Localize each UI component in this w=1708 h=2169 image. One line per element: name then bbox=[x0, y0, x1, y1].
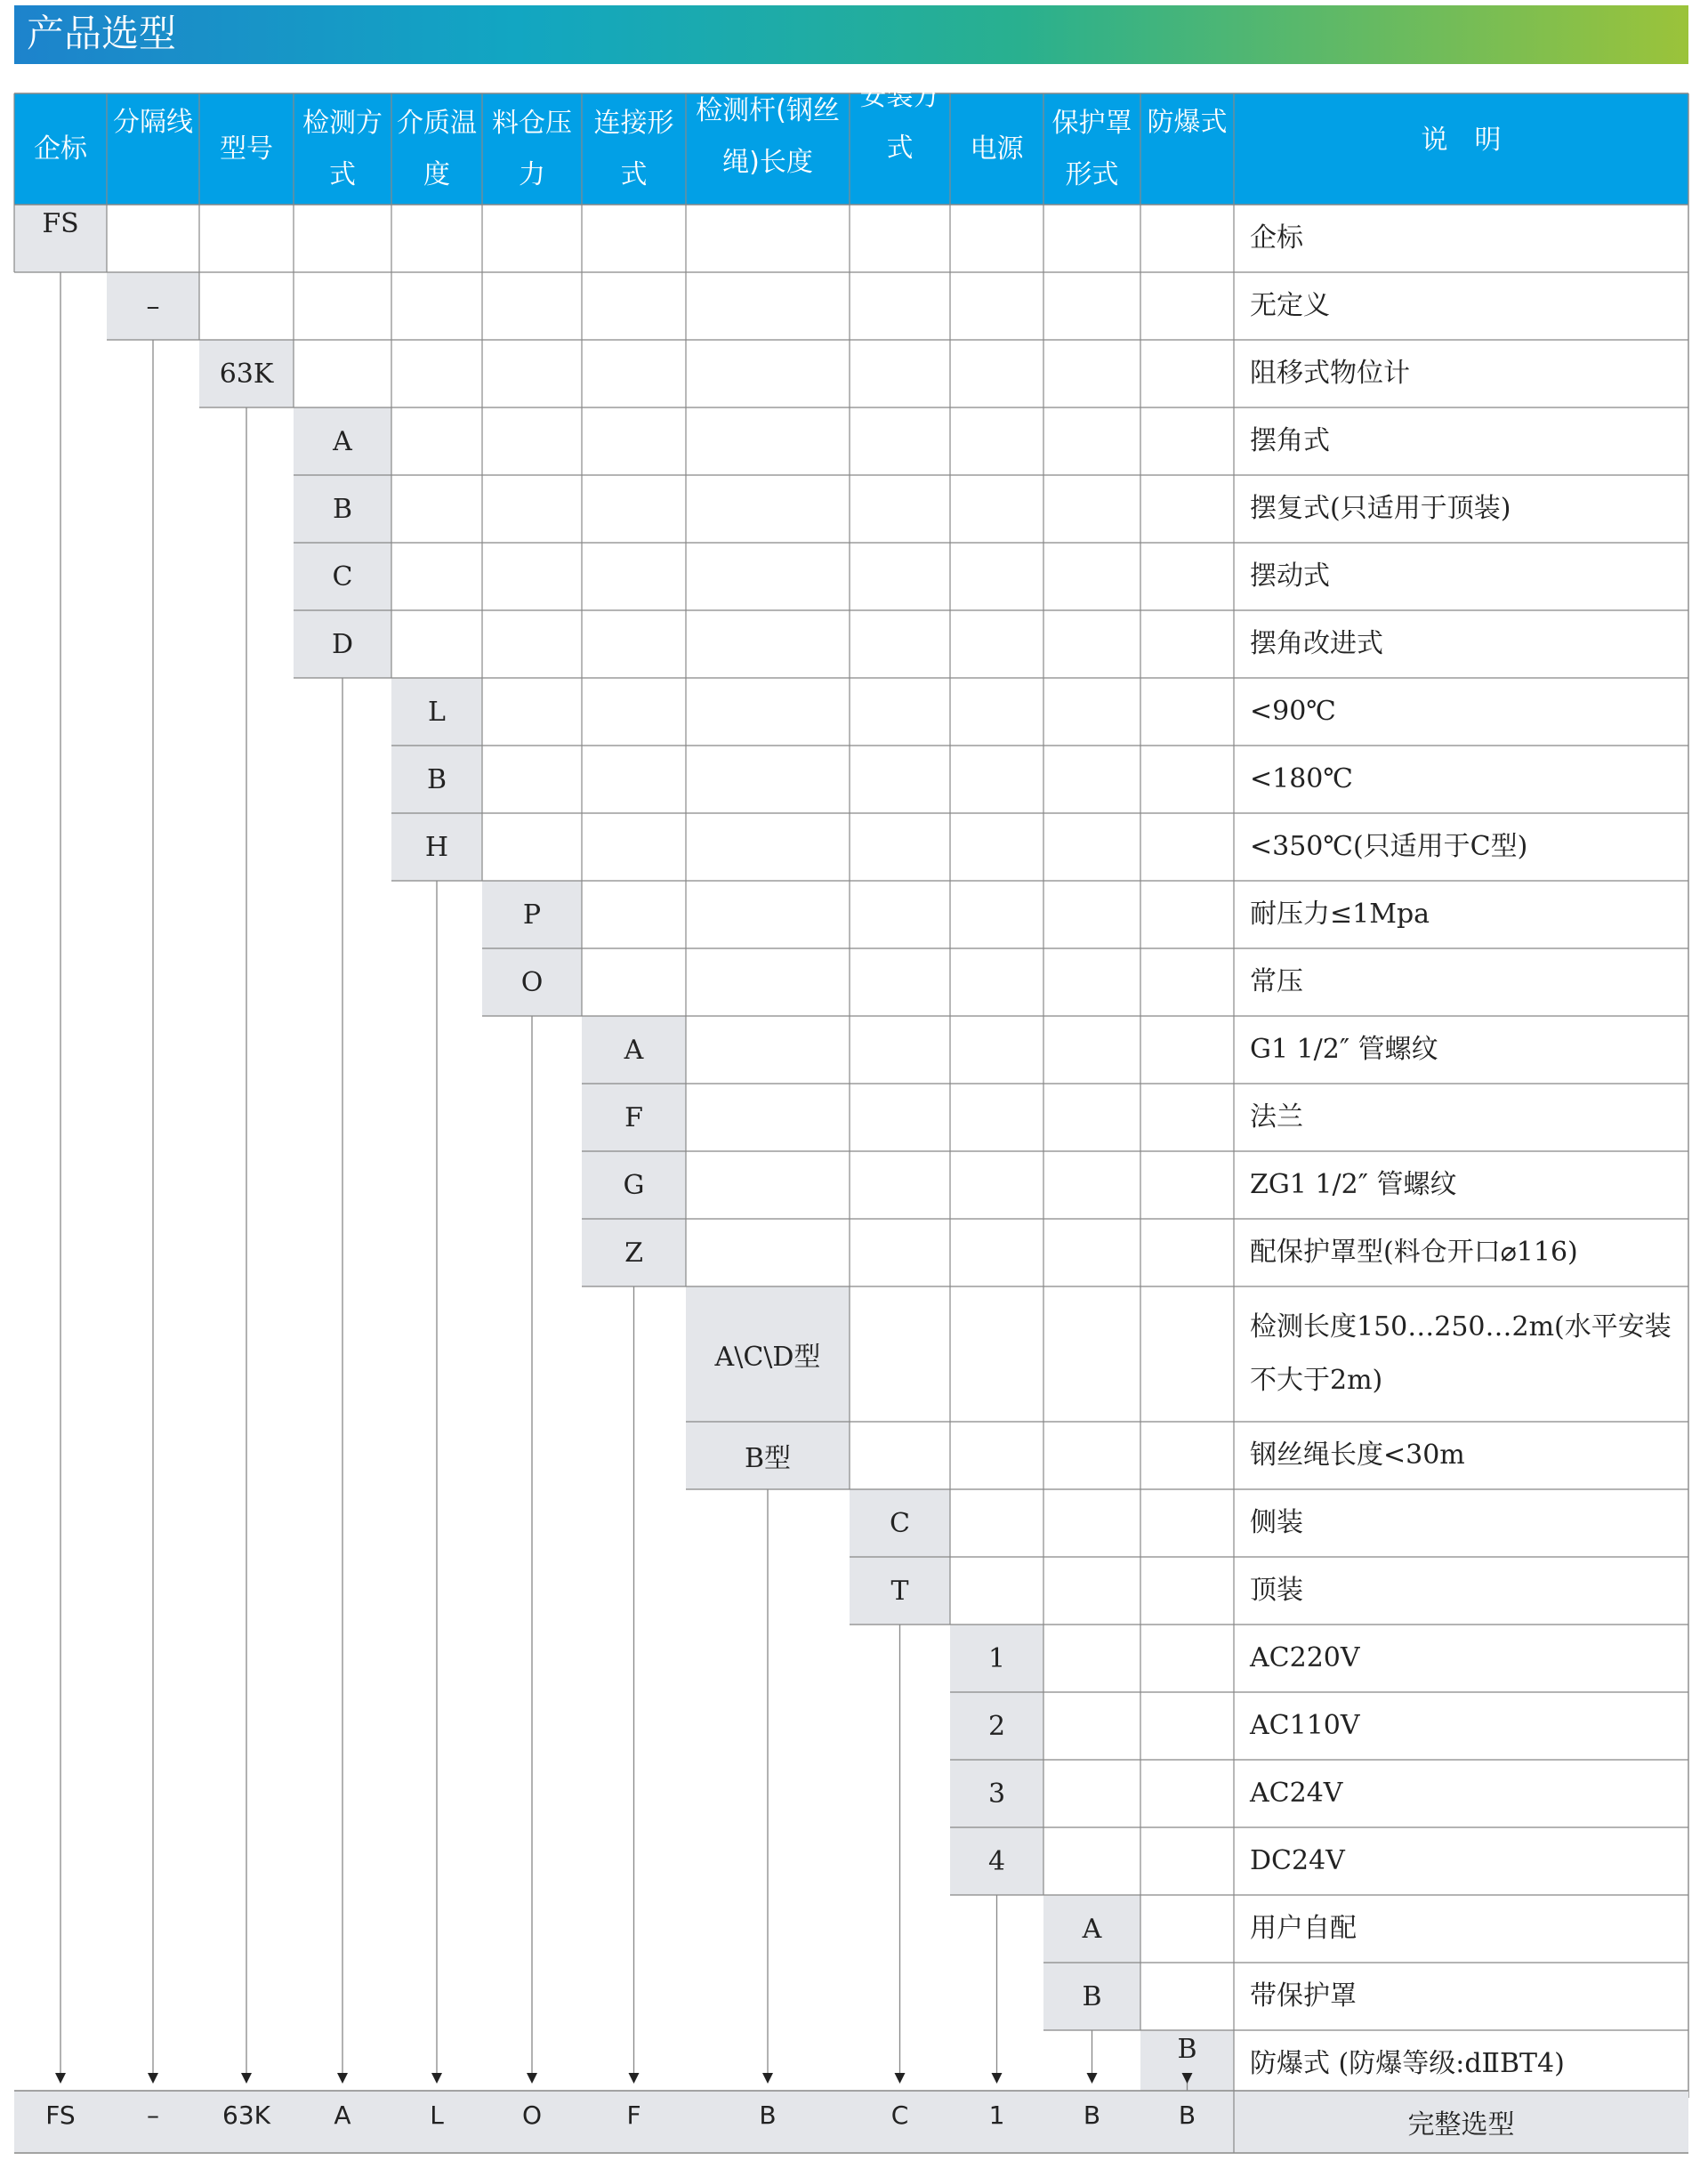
final-code-brand: FS bbox=[45, 2100, 76, 2130]
code-cell: 3 bbox=[987, 1778, 1006, 1810]
column-header-explosion: 防爆式 bbox=[1147, 106, 1228, 138]
description-cell: 用户自配 bbox=[1250, 1913, 1357, 1944]
arrow-head bbox=[241, 2073, 252, 2084]
description-cell: 摆复式(只适用于顶装) bbox=[1250, 493, 1511, 524]
code-cell: C bbox=[332, 560, 353, 593]
code-cell: B bbox=[1177, 2034, 1197, 2065]
code-cell: H bbox=[424, 831, 449, 863]
section-title: 产品选型 bbox=[27, 12, 177, 55]
code-cell: Z bbox=[624, 1237, 643, 1269]
code-cell: B型 bbox=[744, 1443, 792, 1474]
arrow-head bbox=[337, 2073, 348, 2084]
column-header-connection: 连接形式 bbox=[593, 107, 674, 190]
final-code-rod_length: B bbox=[759, 2100, 777, 2130]
arrow-head bbox=[148, 2073, 158, 2084]
description-cell: <180℃ bbox=[1250, 763, 1353, 794]
column-header-bin_pressure: 料仓压力 bbox=[492, 107, 572, 190]
final-code-medium_temp: L bbox=[430, 2100, 444, 2130]
description-cell: 摆动式 bbox=[1250, 560, 1330, 592]
description-cell: AC220V bbox=[1250, 1642, 1360, 1673]
final-code-install: C bbox=[890, 2100, 909, 2130]
code-cell: B bbox=[1082, 1980, 1102, 2012]
column-header-separator: 分隔线 bbox=[113, 106, 193, 138]
code-cell: C bbox=[890, 1507, 910, 1539]
final-code-connection: F bbox=[626, 2100, 641, 2130]
code-cell: 63K bbox=[219, 358, 274, 390]
column-header-power: 电源 bbox=[970, 133, 1024, 165]
code-cell: 4 bbox=[987, 1845, 1006, 1877]
final-code-separator: – bbox=[147, 2100, 159, 2130]
final-code-power: 1 bbox=[988, 2100, 1005, 2130]
code-cell: A bbox=[333, 425, 352, 457]
code-cell: 1 bbox=[987, 1642, 1006, 1674]
code-cell: O bbox=[520, 966, 544, 998]
description-cell: 企标 bbox=[1250, 222, 1303, 254]
description-cell: AC24V bbox=[1250, 1778, 1343, 1809]
column-header-install: 安装方式 bbox=[859, 80, 940, 164]
description-cell: <90℃ bbox=[1250, 696, 1336, 727]
arrow-head bbox=[629, 2073, 640, 2084]
code-cell: A bbox=[1082, 1913, 1102, 1945]
code-cell: A\C\D型 bbox=[714, 1342, 821, 1373]
description-cell: 法兰 bbox=[1250, 1101, 1303, 1133]
description-cell: 顶装 bbox=[1250, 1575, 1303, 1606]
code-cell: D bbox=[331, 628, 354, 660]
column-header-brand: 企标 bbox=[34, 133, 87, 165]
final-selection-label: 完整选型 bbox=[1407, 2109, 1515, 2141]
code-cell: – bbox=[146, 290, 160, 322]
description-cell: 无定义 bbox=[1250, 290, 1330, 321]
column-header-medium_temp: 介质温度 bbox=[397, 107, 477, 190]
code-cell: 2 bbox=[987, 1710, 1006, 1742]
column-header-rod_length: 检测杆(钢丝绳)长度 bbox=[696, 94, 840, 178]
final-code-cover: B bbox=[1083, 2100, 1101, 2130]
arrow-head bbox=[431, 2073, 442, 2084]
column-header-cover: 保护罩形式 bbox=[1051, 107, 1132, 190]
description-cell: 钢丝绳长度<30m bbox=[1250, 1439, 1465, 1471]
description-cell: 带保护罩 bbox=[1250, 1980, 1357, 2012]
description-cell: ZG1 1/2″ 管螺纹 bbox=[1250, 1169, 1457, 1200]
final-code-explosion: B bbox=[1178, 2100, 1196, 2130]
description-cell: 摆角改进式 bbox=[1250, 628, 1383, 659]
arrow-head bbox=[1087, 2073, 1098, 2084]
code-cell: A bbox=[624, 1034, 644, 1066]
code-cell: L bbox=[428, 696, 446, 728]
arrow-head bbox=[895, 2073, 906, 2084]
arrow-head bbox=[762, 2073, 773, 2084]
code-cell: P bbox=[522, 899, 542, 931]
description-cell: 防爆式 (防爆等级:dⅡBT4) bbox=[1250, 2048, 1565, 2079]
description-cell: 阻移式物位计 bbox=[1250, 358, 1410, 389]
arrow-head bbox=[992, 2073, 1003, 2084]
code-cell: F bbox=[624, 1101, 643, 1133]
description-cell: G1 1/2″ 管螺纹 bbox=[1250, 1034, 1438, 1065]
arrow-head bbox=[527, 2073, 537, 2084]
code-cell: G bbox=[623, 1169, 645, 1201]
description-cell: AC110V bbox=[1250, 1710, 1360, 1741]
column-header-description: 说 明 bbox=[1421, 124, 1502, 156]
code-cell: B bbox=[426, 763, 447, 795]
column-header-model: 型号 bbox=[220, 133, 273, 165]
final-code-model: 63K bbox=[222, 2100, 270, 2130]
final-code-detect_mode: A bbox=[334, 2100, 351, 2130]
description-cell: 摆角式 bbox=[1250, 425, 1330, 456]
description-cell: <350℃(只适用于C型) bbox=[1250, 831, 1528, 862]
description-cell: 耐压力≤1Mpa bbox=[1250, 899, 1430, 930]
description-cell: DC24V bbox=[1250, 1845, 1345, 1876]
description-cell: 配保护罩型(料仓开口⌀116) bbox=[1250, 1237, 1578, 1268]
final-code-bin_pressure: O bbox=[521, 2100, 543, 2130]
description-cell: 侧装 bbox=[1250, 1507, 1303, 1538]
column-header-detect_mode: 检测方式 bbox=[302, 107, 383, 190]
code-cell: T bbox=[890, 1575, 909, 1607]
description-cell: 常压 bbox=[1250, 966, 1303, 997]
arrow-head bbox=[55, 2073, 66, 2084]
description-cell: 检测长度150…250…2m(水平安装不大于2m) bbox=[1250, 1311, 1672, 1396]
code-cell: FS bbox=[42, 208, 79, 239]
code-cell: B bbox=[332, 493, 353, 525]
